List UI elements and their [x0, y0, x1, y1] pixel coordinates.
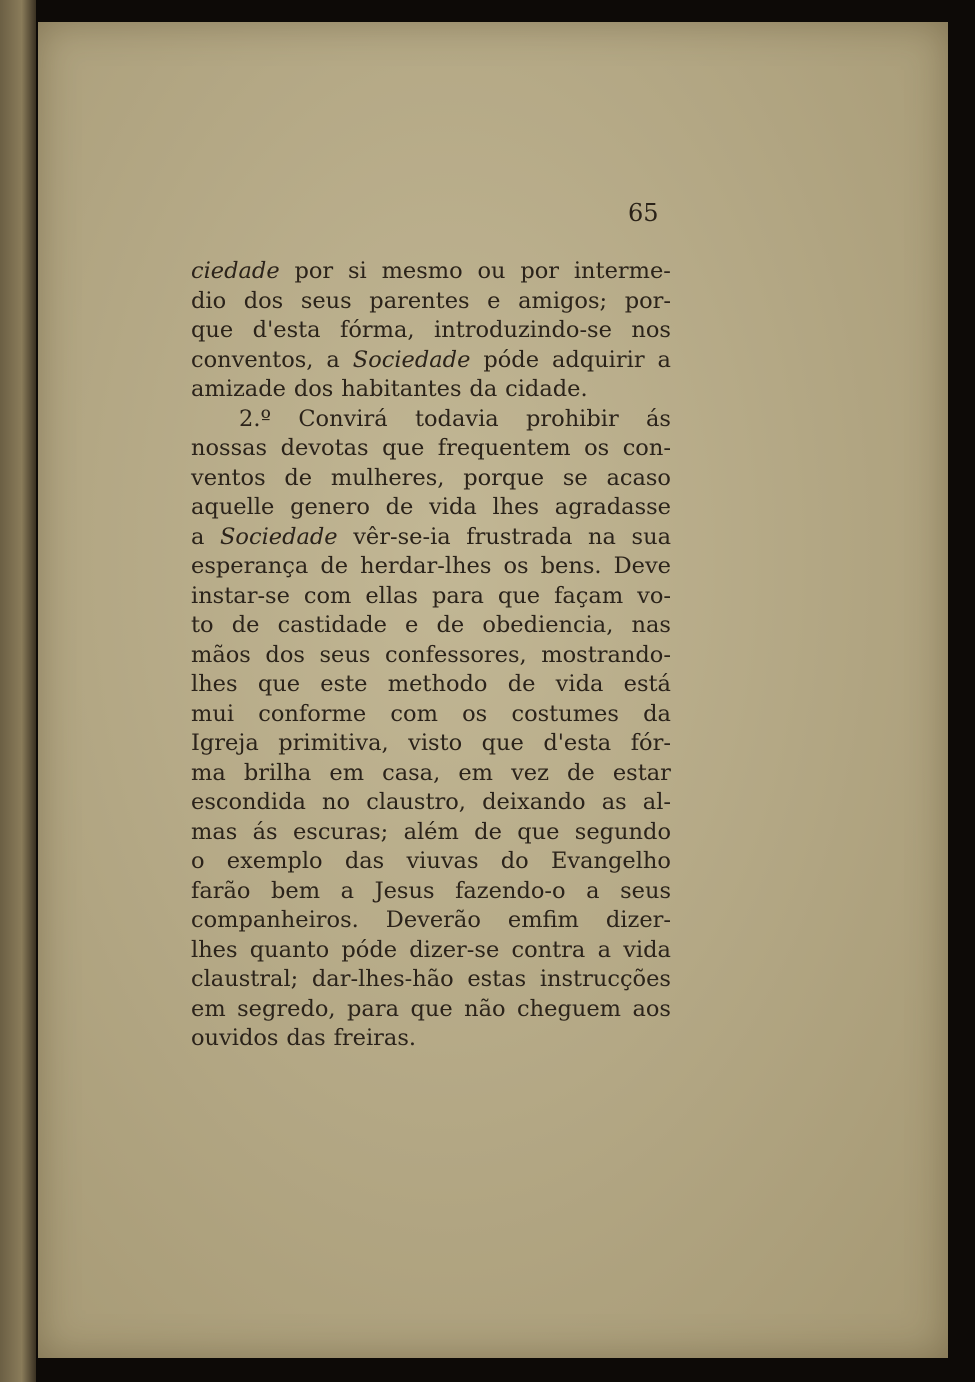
word: bem	[271, 877, 321, 904]
word: claustro,	[366, 789, 466, 815]
text-line-16	[191, 700, 671, 730]
word: com	[390, 700, 438, 727]
word: nossas	[191, 435, 268, 461]
text-line-19	[191, 788, 671, 818]
word: a	[340, 877, 355, 904]
word: a	[657, 346, 671, 373]
word: Convirá	[298, 405, 388, 432]
word: ventos	[191, 464, 266, 491]
word: póde	[483, 346, 540, 373]
word: do	[500, 848, 529, 874]
word: brilha	[243, 759, 312, 786]
word: instar-se	[191, 582, 290, 609]
word: estar	[612, 759, 671, 786]
word: frustrada	[466, 523, 573, 550]
text-line-21	[191, 847, 671, 877]
word: ma	[191, 759, 226, 786]
word: Evangelho	[550, 848, 671, 874]
word: escuras;	[292, 818, 389, 845]
word: prohibir	[525, 405, 619, 432]
word: de	[385, 494, 414, 520]
word: agradasse	[554, 494, 671, 520]
word: ellas	[365, 582, 418, 609]
word: dizer-	[605, 907, 671, 933]
word: fórma,	[340, 317, 415, 343]
text-line-26	[191, 995, 671, 1025]
word: de	[436, 612, 465, 638]
word: da	[469, 376, 498, 402]
text-line-15	[191, 670, 671, 700]
text-line-13	[191, 611, 671, 641]
word: introduzindo-se	[434, 317, 612, 343]
word: mesmo	[381, 258, 463, 284]
text-line-25	[191, 965, 671, 995]
word: vida	[623, 936, 671, 963]
word: os	[503, 553, 529, 579]
word: instrucções	[539, 966, 671, 992]
word: exemplo	[226, 848, 323, 874]
word: de	[320, 553, 349, 579]
word: bens.	[540, 553, 602, 579]
word: mas	[191, 818, 238, 845]
word: está	[623, 671, 671, 697]
word: em	[329, 759, 365, 786]
word: ouvidos	[191, 1025, 279, 1051]
word: dizer-se	[409, 936, 500, 963]
word: Jesus	[374, 877, 435, 904]
word: da	[643, 700, 671, 727]
word: das	[286, 1025, 326, 1051]
word: visto	[408, 730, 463, 756]
word: as	[601, 789, 627, 815]
word: Sociedade	[220, 523, 338, 550]
word: não	[464, 995, 506, 1022]
word: Sociedade	[352, 346, 471, 373]
word: casa,	[382, 759, 441, 786]
word: conventos,	[191, 346, 314, 373]
word: este	[320, 671, 368, 697]
word: das	[344, 848, 385, 874]
word: o	[191, 848, 205, 874]
word: genero	[290, 494, 370, 520]
word: de	[567, 759, 595, 786]
word: seus	[620, 877, 671, 904]
word: fór-	[630, 730, 671, 756]
word: no	[322, 789, 351, 815]
word: sua	[631, 523, 671, 550]
text-line-18	[191, 759, 671, 789]
word: seus	[319, 641, 371, 668]
word: amigos;	[518, 287, 608, 314]
word: dar-lhes-hão	[311, 966, 454, 992]
word: d'esta	[543, 730, 612, 756]
word: devotas	[280, 435, 369, 461]
word: parentes	[369, 287, 470, 314]
word: to	[191, 612, 214, 638]
word: de	[507, 671, 536, 697]
word: que	[382, 435, 425, 461]
word: de	[284, 464, 313, 491]
word: claustral;	[191, 966, 299, 992]
word: em	[458, 759, 493, 786]
word: que	[497, 582, 541, 609]
word: segredo,	[237, 995, 336, 1022]
word: dos	[293, 376, 334, 402]
word: vo-	[637, 582, 671, 609]
word: castidade	[277, 612, 387, 638]
text-line-14	[191, 641, 671, 671]
word: ciedade	[191, 258, 280, 284]
text-line-22	[191, 877, 671, 907]
word: mãos	[191, 641, 251, 668]
word: contra	[511, 936, 586, 963]
word: freiras.	[333, 1025, 417, 1051]
word: confessores,	[384, 641, 527, 668]
word: interme-	[573, 258, 671, 284]
word: al-	[642, 789, 671, 815]
word: adquirir	[551, 346, 645, 373]
word: 2.º	[239, 405, 272, 432]
word: primitiva,	[278, 730, 389, 756]
word: além	[403, 818, 459, 845]
word: se	[562, 464, 588, 491]
body-text	[191, 257, 671, 1054]
text-line-8	[191, 464, 671, 494]
text-line-23	[191, 906, 671, 936]
page-number: 65	[628, 199, 659, 227]
word: porque	[463, 464, 545, 491]
text-line-12	[191, 582, 671, 612]
word: todavia	[414, 405, 499, 432]
word: dio	[191, 287, 227, 314]
word: habitantes	[341, 376, 462, 402]
word: lhes	[191, 936, 238, 963]
word: companheiros.	[191, 907, 359, 933]
word: e	[487, 287, 501, 314]
word: em	[191, 995, 226, 1022]
text-line-5	[191, 375, 671, 405]
word: aos	[632, 995, 671, 1022]
word: a	[586, 877, 600, 904]
text-line-20	[191, 818, 671, 848]
word: si	[348, 258, 367, 284]
word: esperança	[191, 553, 309, 579]
word: herdar-lhes	[360, 553, 492, 579]
word: a	[191, 523, 205, 550]
word: com	[303, 582, 352, 609]
word: vida	[555, 671, 604, 697]
word: mulheres,	[330, 464, 445, 491]
word: a	[326, 346, 340, 373]
text-line-17	[191, 729, 671, 759]
word: ou	[477, 258, 506, 284]
word: que	[410, 995, 453, 1022]
word: costumes	[511, 700, 619, 727]
word: Deverão	[385, 907, 481, 933]
word: mui	[191, 700, 235, 727]
word: vêr-se-ia	[353, 523, 451, 550]
word: frequentem	[437, 435, 571, 461]
word: Igreja	[191, 730, 259, 756]
text-line-4	[191, 346, 671, 376]
word: vida	[429, 494, 477, 520]
word: lhes	[191, 671, 238, 697]
text-line-2	[191, 287, 671, 317]
word: cidade.	[505, 376, 588, 402]
word: conforme	[258, 700, 367, 727]
word: mostrando-	[541, 641, 671, 668]
word: farão	[191, 877, 251, 904]
word: de	[231, 612, 260, 638]
word: façam	[554, 582, 624, 609]
word: obediencia,	[482, 612, 614, 638]
word: nos	[631, 317, 671, 343]
word: por	[520, 258, 560, 284]
word: dos	[265, 641, 305, 668]
word: amizade	[191, 376, 286, 402]
word: cheguem	[517, 995, 621, 1022]
word: de	[474, 818, 502, 845]
word: a	[597, 936, 611, 963]
word: quanto	[249, 936, 330, 963]
word: ás	[252, 818, 278, 845]
facing-page-edge	[0, 0, 36, 1382]
word: os	[462, 700, 488, 727]
word: aquelle	[191, 494, 275, 520]
word: con-	[622, 435, 671, 461]
word: os	[584, 435, 610, 461]
text-line-7	[191, 434, 671, 464]
word: segundo	[574, 818, 671, 845]
word: ás	[646, 405, 671, 432]
word: lhes	[492, 494, 540, 520]
word: que	[481, 730, 524, 756]
word: emfim	[507, 907, 579, 933]
word: nas	[631, 612, 671, 638]
word: na	[588, 523, 616, 550]
word: methodo	[387, 671, 488, 697]
word: póde	[341, 936, 398, 963]
text-line-1	[191, 257, 671, 287]
word: para	[347, 995, 399, 1022]
word: estas	[467, 966, 527, 992]
word: que	[517, 818, 560, 845]
word: seus	[300, 287, 352, 314]
word: vez	[511, 759, 549, 786]
word: que	[191, 317, 234, 343]
word: que	[257, 671, 301, 697]
word: viuvas	[406, 848, 479, 874]
text-line-27	[191, 1024, 671, 1054]
word: acaso	[606, 464, 671, 491]
word: por-	[624, 287, 671, 314]
text-line-6	[191, 405, 671, 435]
text-line-11	[191, 552, 671, 582]
word: por	[294, 258, 334, 284]
text-line-9	[191, 493, 671, 523]
word: e	[405, 612, 419, 638]
word: fazendo-o	[455, 877, 566, 904]
word: d'esta	[252, 317, 321, 343]
word: escondida	[191, 789, 306, 815]
text-line-24	[191, 936, 671, 966]
word: para	[431, 582, 484, 609]
word: deixando	[482, 789, 586, 815]
text-line-3	[191, 316, 671, 346]
text-line-10	[191, 523, 671, 553]
word: dos	[243, 287, 284, 314]
word: Deve	[613, 553, 671, 579]
